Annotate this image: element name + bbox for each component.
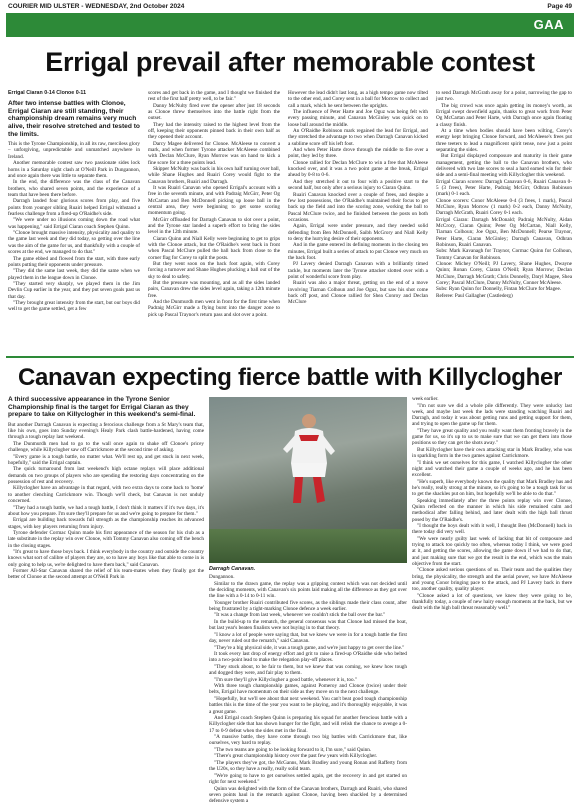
paragraph: But they went soon on the back foot again, with Corey forcing a turnover and Shane Hughes plucking a ball out of the sky to deal to safety. [148,261,280,280]
paragraph: Darragh landed four glorious scores from play, and five points from younger sibling Ruairi helped Errigal withstand a fearless challenge from a fired-up O'Raidhe's side. [8,198,140,217]
paragraph: week earlier. [412,396,439,402]
paragraph: It was Ruairi Canavan who opened Errigal's account with a free in the seventh minute, and with Padraig McGirr, Peter Og McCartan and Ben McDonnell picking up loose ball in the central area, they were beginning to get some scoring momentum going. [148,185,280,217]
paragraph: They had the intensity raised to the highest level from the off, keeping their opponents pinned back in their own half as they opened their account. [148,121,280,141]
article2-column-4 [412,396,572,734]
paragraph: "I'm not sure we did a whole pile differently. They were unlucky last week, and maybe last week the lads were standing watching Ruairi and Darragh, and today it was about getting runs and getting support for them, and trying to open the game up for them. [412,402,572,428]
section-divider [6,356,574,358]
paragraph: Errigal are building back towards full strength as the championship reaches its advanced stages, with key players returning from injury. [8,517,204,530]
paragraph: "They stuck about, to be fair to them, but we knew that was coming, we knew how tough and dogged they were, and fair play to them. [209,663,407,677]
paragraph: "We're going to have to get ourselves settled again, get the recovery in and get started on right for next weekend." [209,772,407,786]
paragraph: The Dunmurdh men had to go to the wall once again to shake off Clonoe's pricey challenge, while Killyclogher saw off Carrickmore at the second time of asking. [8,440,204,454]
paragraph: "They brought great intensity from the start, but our boys did well to get the game settled, get a few [8,300,140,313]
article2-headline: Canavan expecting fierce battle with Killyclogher [17,364,563,391]
paragraph: "A massive battle, they have come through two big battles with Carrickmore that, like ourselves, very hard to replay. [209,734,407,747]
paragraph: Former All-Star Canavan shared the relief of his team-mates when they finally got the better of Clonoe at the second attempt at O'Neill Park in [8,568,204,581]
page-header [6,3,574,12]
paragraph: Another memorable contest saw two passionate sides lock horns in a Saturday night clash at O'Neill Park in Dungannon, and once again there was little to separate them. [8,160,140,179]
team-list: Errigal Ciaran: Darragh McDonald; Padraig McNulty, Aidan McCrory, Ciaran Quinn; Peter Og McCartan, Niall Kelly, Tiarnan Colhoun; Joe Oguz, Ben McDonnell; Pearse Traynor, Peter Harte, Ciaran McGinley; Darragh Canavan, Odhran Robinson, Ruairi Canavan. [436,216,572,248]
paragraph: "Hopefully, but we'll see about that next weekend. You can't beat good tough championship battles this is the time of the year you want to be playing, and it's thoroughly enjoyable, it was a great game. [209,696,407,715]
paragraph: "They started very sharply, we played them in the Jim Devlin Cup earlier in the year, and they put seven goals past us that day. [8,281,140,300]
paragraph: Speaking immediately after the three points replay win over Clonoe, Quinn reflected on the manner in which his side remained calm and methodical after falling behind, and later dealt with the high ball thrust posed by the O'Raidhe's. [412,497,572,523]
paragraph: "I know a lot of people were saying that, but we knew we were in for a tough battle the first day, never ruled out the rematch," said Canavan. [209,631,407,644]
paragraph: An O'Raidhe Robinson mark regained the lead for Errigal, and they stretched the advantage to two when Darragh Canavan kicked a sublime score off his left foot. [288,128,428,147]
article1-column-2 [148,90,280,352]
article1-result: Errigal Ciaran 0-14 Clonoe 0-11 [8,90,87,96]
paragraph: Quinn was delighted with the form of the Canavan brothers, Darragh and Ruairi, who shared seven points haul in the rematch against Clonoe, having been shackled by a determined defensive system a [209,785,407,804]
section-band [6,13,574,37]
team-list: Subs: Mark Kavanagh for Traynor, Cormac Quinn for Colhoun, Tommy Canavan for Robinson. [436,248,572,261]
paragraph: With three tough championship games, against Pomeroy and Clonoe (twice) under their belts, Errigal have momentum on their side as they move on to the next challenge. [209,683,407,696]
paragraph: This is the Tyrone Championship, in all its raw, merciless glory – unforgiving, unpredictable and unmatched anywhere in Ireland. [8,141,140,160]
team-list: Clonoe scorers: Conor McAleese 0-4 (3 frees, 1 mark), Pascal McClure, Ryan Morrow (1 mark) 0-2 each, Danny McNulty, Darragh McGrath, Ruairi Corey 0-1 each. [436,197,572,217]
paragraph: Ruairi was also a major threat, getting on the end of a move involving Tiarnan Colhoun and Joe Oguz, but saw his shot come back off post, and Clonoe rallied for Shea Conroy and Declan McClure [288,280,428,306]
paragraph: "We were nearly guilty last week of lacking that bit of composure and trying to attack too quickly too often, whereas today I think, we were good at it, and getting the scores, allowing the game down if we had to do that, and just making sure that we got the result in the end, which was the main objective from the start. [412,535,572,567]
paragraph: In the end, the difference was the class of the Canavan brothers, who shared seven points, and the experience of a team that have been there before. [8,179,140,198]
paragraph: And Errigal coach Stephen Quinn is preparing his squad for another ferocious battle with a Killyclogher side that has shown hunger for the fight, and will relish the chance to avenge a 0-17 to 0-9 defeat when the sides met in the final. [209,715,407,734]
paragraph: And they stretched it out to four with a positive start to the second half, but only after a serious injury to Ciaran Quinn. [288,178,428,192]
section-label: GAA [533,17,564,32]
paragraph: to send Darragh McGrath away for a point, narrowing the gap to just two. [436,90,572,103]
publication-date: COURIER MID ULSTER - WEDNESDAY, 2nd October 2024 [8,3,185,10]
paragraph: Killyclogher have an advantage in that regard, with two extra days to come back to 'home' to another clenching Carrickmore win. Though we'll check, but Canavan is not unduly concerned. [8,485,204,504]
paragraph: However the lead didn't last long, as a high tempo game now tilted to the other end, and Corey sent in a ball for Morrow to collect and call a mark, which he sent between the uprights. [288,90,428,109]
paragraph: "It's great to have those boys back. I think everybody in the country and outside the country knows what sort of calibre of players they are, so to have any boys like that able to come in is only going to help us, we're delighted to have them back," said Canavan. [8,549,204,568]
paragraph: And in the game entered its defining moments in the closing ten minutes, Errigal built a series of attack to put Clonoe very much on the back foot. [288,242,428,261]
paragraph: scores and get back in the game, and I thought we finished the rest of the first half pretty well, to be fair." [148,90,280,103]
paragraph: And when Peter Harte drove through the middle to fire over a point, they led by three. [288,147,428,160]
paragraph: "It was a change from last week, whenever we couldn't stick the ball over the bar." [214,612,386,619]
paragraph: But Killyclogher have their own attacking star in Mark Bradley, who was in sparkling form in the two games against Carrickmore. [412,446,572,460]
paragraph: "Every game is a tough battle, no matter what. We'll rest up, and get stuck in next week, hopefully," said the Errigal captain. [8,453,204,466]
footballer-figure [279,411,337,507]
paragraph: "There's great championship history over the past few years with Killyclogher. [214,753,378,760]
article1-column-1 [8,90,140,352]
article2-column-1 [8,396,204,734]
paragraph: Danny McNulty fired over the opener after just 18 seconds as Clonoe threw themselves into the battle right from the outset. [148,102,280,122]
paragraph: "Clonoe asked a lot of questions, we knew they were going to be, thankfully today, a couple of new hairy enough moments at the back, but we dealt with the high ball threat reasonably well." [412,592,572,612]
team-list: Subs: Ryan Quinn for Donnelly, Fintan McClure for Magee. [436,286,562,293]
paragraph: Similar to the drawn game, the replay was a gripping contest which was not decided until the deciding moments, with Canavan's six points laid making all the difference as they got over the line with a 0-14 to 0-11 win. [209,580,407,600]
article2-column-2-lower [209,574,407,804]
paragraph: "They have great quality and you really want them fronting bravely in the game for us, so it's up to us to make sure that we can get them into those positions so they can get the shots away." [412,427,572,447]
paragraph: But another Darragh Canavan is expecting a ferocious challenge from a St Mary's team that, like his own, goes into Sunday evening's Healy Park clash battle-hardened, having come through a tough replay last weekend. [8,421,204,441]
article1-column-4 [436,90,572,352]
paragraph: "They had a tough battle, we had a tough battle, I don't think it matters if it's two days, it's about how you prepare. I'm sure they'll prepare for us and we're going to prepare for them." [8,504,204,517]
paragraph: Tyrone defender Cormac Quinn made his first appearance of the season for his club as a late substitute in the replay win over Clonoe, with Tommy Canavan also coming off the bench in the closing stages. [8,530,204,549]
paragraph: Ruairi Canavan knocked over a couple of frees, and despite a few lost possessions, the O'Raidhe's maintained their focus to get back up the field and into the scoring zone, working the ball to Pascal McClure twice, and he finished between the posts on both occasions. [288,191,428,223]
paragraph: "I'm sure they'll give Killyclogher a good battle, whenever it is, too." [214,676,357,683]
paragraph: Darcy Magee delivered for Clonoe. McAleese to convert a mark, and when former Tyrone attacker McAleese combined with Declan McClure, Ryan Morrow was on hand to kick a fine score for a three points lead. [148,140,280,166]
paragraph: "We were under no illusions coming down the road what was happening," said Errigal Ciaran coach Stephen Quinn. [8,217,140,230]
paragraph: "I think we set ourselves for this game, I watched Killyclogher the other night and watched their game a couple of weeks ago, and he has been excellent. [412,459,572,479]
paragraph: But the pressure was mounting, and as all the sides landed pairs, Canavan drew the sides level again, taking a 12th minute free. [148,280,280,299]
paragraph: "The players they've got, the McGanns, Mark Bradley and young Ronan and Rafferty from the U20s, so they have a really, really solid team. [209,760,407,773]
player-photo [209,397,407,563]
paragraph: "They're a big physical side, it was a tough game, and we're just happy to get over the line." [214,644,405,651]
photo-caption: Darragh Canavan. [209,566,256,572]
referee-line: Referee: Paul Gallagher (Castlederg) [436,292,513,299]
team-list: Clonoe: Michey O'Neill; PJ Lavery, Shane Hughes, Dwayne Quinn; Ronan Corey, Ciaran O'Neill; Ryan Morrow; Declan McClure, Darragh McGrath; Chris Donnelly, Daryl Magee, Shea Corey; Pascal McClure, Danny McNulty, Conner McAleese. [436,261,572,286]
paragraph: "They did the same last week, they did the same when we played them in the league down in Clonoe. [8,268,140,281]
paragraph: "Clonoe brought massive intensity, physicality and quality to the game last week and they did today, so getting over the line was the aim of the game for us, and thankfully with a couple of scores at the end, we managed to do that." [8,230,140,255]
paragraph: Ciaran Quinn and Niall Kelly were beginning to get to grips with the Clonoe attack, but the O'Raidhe's went back in front when Pascal McClure pulled the ball back from close to the corner flag for Corey to split the posts. [148,235,280,261]
paragraph: "I thought the boys dealt with it well, I thought Ben (McDonnell) back in there today did very well. [412,523,572,536]
paragraph: In the build-up to the rematch, the general consensus was that Clonoe had missed the boat, but last year's beaten finalists were not buying in to that theory. [209,618,407,632]
paragraph: At a time when bodies should have been wilting, Corey's energy kept bringing Clonoe forward, and McAleese's frees put three teeters to lead a magnificent spirit tense, now just a point separating the sides. [436,128,572,153]
article1-standfirst: After two intense battles with Clonoe, Errigal Ciaran are still standing, their championship dream remains very much alive, their resolve stretched and tested to the limits. [8,100,140,138]
team-list: Errigal Ciaran scorers: Darragh Canavan 0-6, Ruairi Canavan 0-5 (3 frees), Peter Harte, Padraig McGirr, Odhran Robinson (mark) 0-1 each. [436,178,572,198]
paragraph: PJ Lavery denied Darragh Canavan with a brilliantly timed tackle, but moments later the Tyrone attacker slotted over with a point of wonderful score from play. [288,261,428,280]
pitch-background [209,529,407,563]
paragraph: Dungannon. [209,574,235,580]
paragraph: The quick turnaround from last weekend's high octane replays will place additional demands on two groups of players who are spending the restoring days concentrating on the possession of rest and recovery. [8,466,204,485]
paragraph: Clonoe rallied for Declan McClure to win a free that McAleese knocked over, and it was a two point game at the break, Errigal ahead by 0-8 to 0-6. [288,159,428,179]
paragraph: The game ebbed and flowed from the start, with three early points putting their opponents under pressure. [8,255,140,268]
paragraph: Younger brother Ruairi contributed five scores, as the siblings made their class count, after being frustrated by a tight-marking Clonoe defence a week earlier. [209,599,407,612]
article1-headline: Errigal prevail after memorable contest [45,47,535,77]
paragraph: "Clonoe asked serious questions of us. Their team and the qualities they bring, the physicality, the strength and the aerial power, we have McAleese and young Conor bringing pace to the attack, and PJ Lavery back in there too, another quality, quality player. [412,567,572,593]
article2-standfirst: A third successive appearance in the Tyrone Senior Championship final is the target for Errigal Ciaran as they prepare to take on Killyclogher in this weekend's semi-final. [8,396,196,419]
paragraph: And the Dunmurdh men went in front for the first time when Padraig McGirr made a flying burst into the danger zone to pick up Pascal Traynor's return pass and slot over a point. [148,299,280,318]
paragraph: Skipper McNulty was back in his own half turning over ball, while Shane Hughes and Ruairi Corey would fight to the Canavan brothers, Ruairi and Darragh. [148,166,280,185]
paragraph: McGirr offloaded for Darragh Canavan to slot over a point, and the Tyrone star landed a superb effort to bring the sides level in the 12th minute. [148,216,280,236]
paragraph: Again, Errigal were under pressure, and they needed solid defending from Ben McDonnell, Saibh McGrory and Niall Kelly to deny the hurrying desire of their opponents. [288,223,428,242]
paragraph: The big crowd was once again getting its money's worth, as Errigal swept downfield again, thanks to great work from Peter Og McCartan and Peter Harte, with Darragh once again floating a classy finish. [436,102,572,128]
paragraph: The influence of Peter Harte and Joe Oguz was being felt with every passing minute, and Canavan McGinley was quick on to loose ball around the middle. [288,109,428,128]
page-number: Page 49 [547,3,572,10]
paragraph: It took every last drop of energy effort and grit to raise a fired-up O'Raidhe side who belted into a two-point lead to make the relegation play-off places. [209,651,407,664]
paragraph: But Errigal displayed composure and maturity in their game management, getting the ball to the Canavan brothers, who delivered with two late scores to seal a hard earned win for their side and a semi-final meeting with Killyclogher this weekend. [436,153,572,179]
article1-column-3 [288,90,428,352]
paragraph: "The two teams are going to be looking forward to it, I'm sure," said Quinn. [214,746,372,753]
paragraph: "He's superb, like everybody known the quality that Mark Bradley has and he's really, really strong at the minute, so it's going to be a tough task for us to get the shackles put on him, but hopefully we'll be able to do that." [412,478,572,498]
